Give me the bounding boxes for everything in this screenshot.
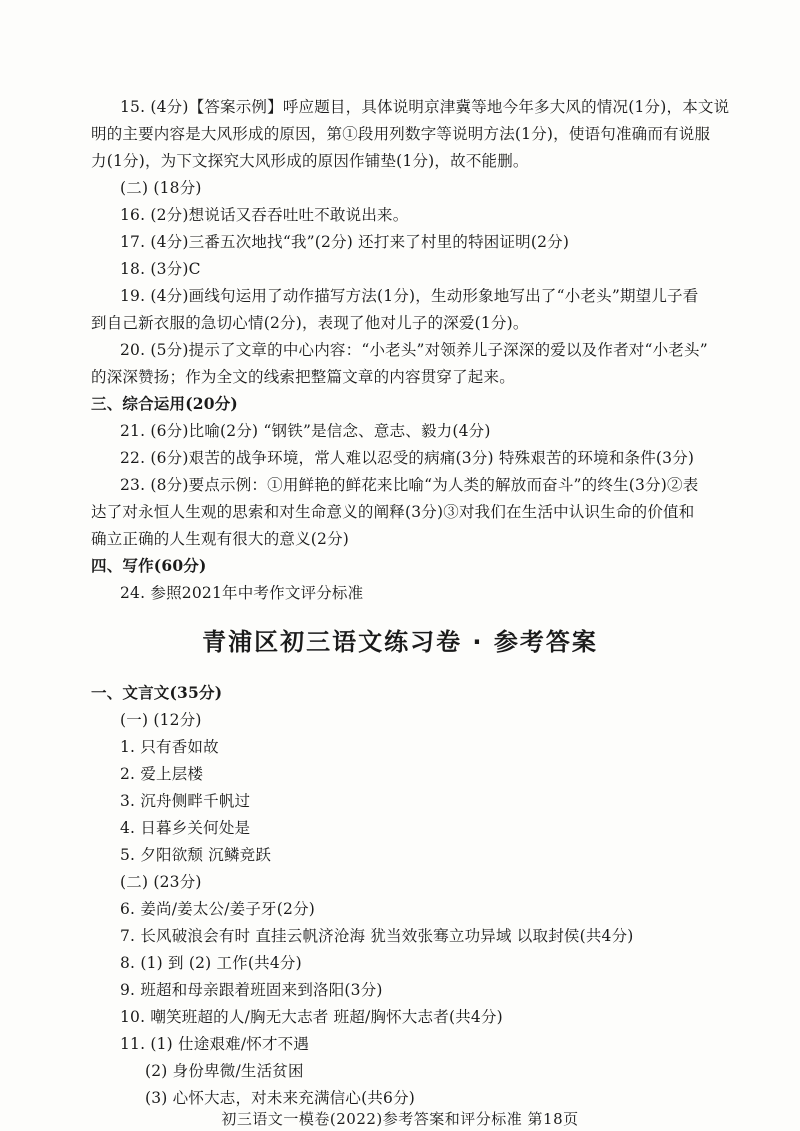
part2-subsection-1: (一) (12分) <box>120 711 202 729</box>
answer-22: 22. (6分)艰苦的战争环境，常人难以忍受的病痛(3分) 特殊艰苦的环境和条件(3分) <box>120 449 695 467</box>
part2-answer-2: 2. 爱上层楼 <box>120 765 204 783</box>
answer-20-line-2: 的深深赞扬；作为全文的线索把整篇文章的内容贯穿了起来。 <box>91 368 515 386</box>
part2-answer-8: 8. (1) 到 (2) 工作(共4分) <box>120 954 302 972</box>
part2-answer-9: 9. 班超和母亲跟着班固来到洛阳(3分) <box>120 981 383 999</box>
answer-15-line-2: 明的主要内容是大风形成的原因，第①段用列数字等说明方法(1分)，使语句准确而有说服 <box>91 125 711 143</box>
part2-answer-11-1: 11. (1) 仕途艰难/怀才不遇 <box>120 1035 310 1053</box>
answer-21: 21. (6分)比喻(2分) “钢铁”是信念、意志、毅力(4分) <box>120 422 491 440</box>
answer-15-line-3: 力(1分)，为下文探究大风形成的原因作铺垫(1分)，故不能删。 <box>91 152 529 170</box>
answer-20-line-1: 20. (5分)提示了文章的中心内容：“小老头”对领养儿子深深的爱以及作者对“小老头” <box>120 341 708 359</box>
part2-answer-11-3: (3) 心怀大志，对未来充满信心(共6分) <box>145 1089 416 1107</box>
page-footer: 初三语文一模卷(2022)参考答案和评分标准 第18页 <box>221 1110 579 1128</box>
part2-subsection-2: (二) (23分) <box>120 873 202 891</box>
answer-15-line-1: 15. (4分)【答案示例】呼应题目，具体说明京津冀等地今年多大风的情况(1分)，本文说 <box>120 98 730 116</box>
part2-answer-6: 6. 姜尚/姜太公/姜子牙(2分) <box>120 900 316 918</box>
part2-answer-7: 7. 长风破浪会有时 直挂云帆济沧海 犹当效张骞立功异域 以取封侯(共4分) <box>120 927 634 945</box>
section-4-heading: 四、写作(60分) <box>91 556 207 575</box>
page-title: 青浦区初三语文练习卷 · 参考答案 <box>202 628 598 656</box>
part2-section-1-heading: 一、文言文(35分) <box>91 683 223 702</box>
part2-answer-1: 1. 只有香如故 <box>120 738 219 756</box>
answer-24: 24. 参照2021年中考作文评分标准 <box>120 584 364 602</box>
part2-answer-4: 4. 日暮乡关何处是 <box>120 819 251 837</box>
answer-18: 18. (3分)C <box>120 260 201 278</box>
part2-answer-10: 10. 嘲笑班超的人/胸无大志者 班超/胸怀大志者(共4分) <box>120 1008 503 1026</box>
answer-19-line-1: 19. (4分)画线句运用了动作描写方法(1分)，生动形象地写出了“小老头”期望儿子看 <box>120 287 699 305</box>
answer-19-line-2: 到自己新衣服的急切心情(2分)，表现了他对儿子的深爱(1分)。 <box>91 314 529 332</box>
section-3-heading: 三、综合运用(20分) <box>91 394 238 413</box>
answer-23-line-1: 23. (8分)要点示例：①用鲜艳的鲜花来比喻“为人类的解放而奋斗”的终生(3分)②表 <box>120 476 699 494</box>
part2-answer-3: 3. 沉舟侧畔千帆过 <box>120 792 251 810</box>
section-2-heading: (二) (18分) <box>120 179 202 197</box>
part2-answer-5: 5. 夕阳欲颓 沉鳞竞跃 <box>120 846 272 864</box>
answer-23-line-2: 达了对永恒人生观的思索和对生命意义的阐释(3分)③对我们在生活中认识生命的价值和 <box>91 503 695 521</box>
answer-17: 17. (4分)三番五次地找“我”(2分) 还打来了村里的特困证明(2分) <box>120 233 570 251</box>
answer-16: 16. (2分)想说话又吞吞吐吐不敢说出来。 <box>120 206 409 224</box>
part2-answer-11-2: (2) 身份卑微/生活贫困 <box>145 1062 304 1080</box>
answer-23-line-3: 确立正确的人生观有很大的意义(2分) <box>91 530 350 548</box>
